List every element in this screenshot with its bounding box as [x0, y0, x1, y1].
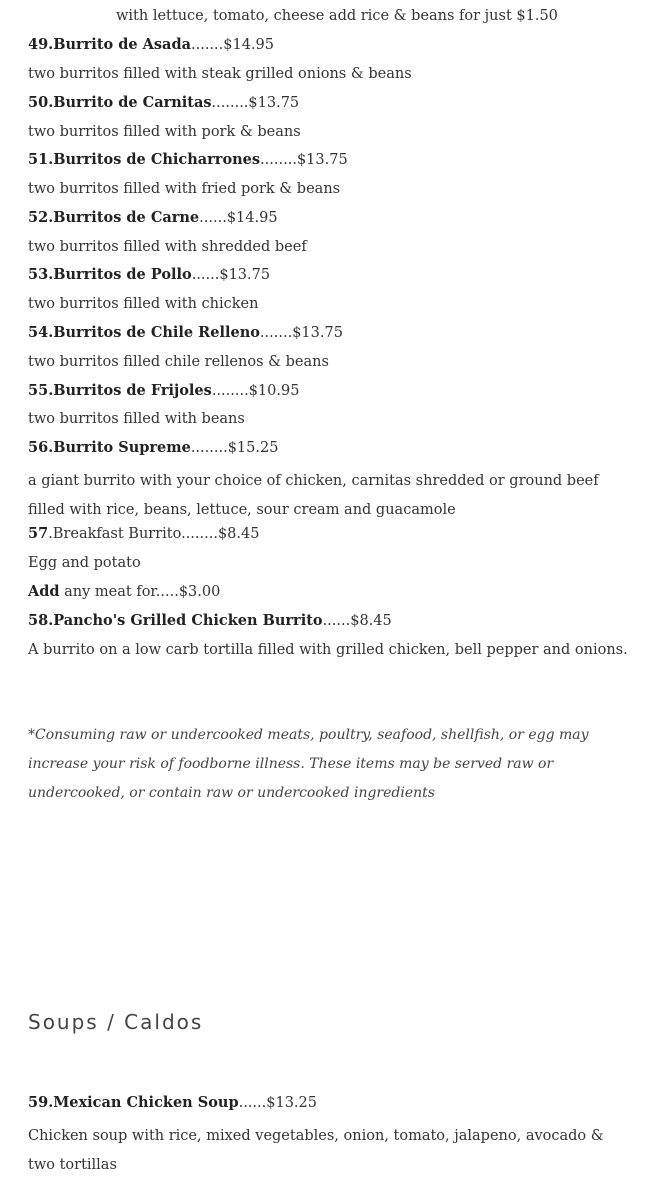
- menu-item-title: [28, 438, 630, 458]
- item-name: Burrito de Asada: [53, 36, 191, 53]
- item-number: 50: [28, 94, 49, 111]
- item-dots: ......: [322, 613, 351, 629]
- menu-item-title: [28, 381, 630, 401]
- food-safety-disclaimer: *Consuming raw or undercooked meats, poultry, seafood, shellfish, or egg may increase your risk of foodborne illness. These items may be served raw or undercooked, or contain raw or undercooked ingredients: [28, 727, 589, 801]
- item-name: .Burrito Supreme: [48, 439, 191, 456]
- menu-item-description: two burritos filled with beans: [28, 411, 245, 427]
- item-name: .Breakfast Burrito........$8.45: [48, 526, 260, 542]
- menu-item-description: Egg and potato: [28, 555, 141, 571]
- menu-item-description: two burritos filled with chicken: [28, 296, 259, 312]
- item-number: 57: [28, 525, 49, 542]
- add-meat-line: [28, 582, 630, 602]
- item-name: .Burritos de Carne: [48, 209, 200, 226]
- menu-item-title: [28, 208, 630, 228]
- item-price: $15.25: [227, 440, 279, 456]
- item-name: .Pancho's Grilled Chicken Burrito: [48, 612, 323, 629]
- menu-item-title: [28, 150, 630, 170]
- item-price: $13.75: [248, 95, 300, 111]
- add-meat-text: any meat for.....$3.00: [59, 584, 221, 600]
- item-number: 52: [28, 209, 49, 226]
- item-price: $13.75: [219, 267, 271, 283]
- menu-item-title: [28, 1093, 630, 1113]
- item-name: .Burritos de Frijoles: [48, 382, 212, 399]
- item-number: 49.: [28, 36, 54, 53]
- item-dots: ......: [238, 1095, 267, 1111]
- item-name: .Burrito de Carnitas: [48, 94, 212, 111]
- menu-item-title: [28, 524, 630, 544]
- menu-item-title: [28, 265, 630, 285]
- menu-item-description: a giant burrito with your choice of chicken, carnitas shredded or ground beef filled with rice, beans, lettuce, sour cream and guacamole: [28, 473, 599, 518]
- item-name: .Burritos de Chile Relleno: [48, 324, 260, 341]
- item-price: $13.75: [296, 152, 348, 168]
- item-number: 54: [28, 324, 49, 341]
- item-number: 56: [28, 439, 49, 456]
- item-dots: ......: [199, 210, 227, 226]
- item-price: $13.75: [292, 325, 343, 341]
- menu-item-title: [28, 93, 630, 113]
- item-name: .Mexican Chicken Soup: [48, 1094, 239, 1111]
- item-price: $13.25: [266, 1095, 317, 1111]
- item-price: $14.95: [223, 37, 275, 53]
- menu-item-description: Chicken soup with rice, mixed vegetables, onion, tomato, jalapeno, avocado & two tortillas: [28, 1128, 604, 1173]
- item-dots: ........: [260, 152, 297, 168]
- item-name: .Burritos de Chicharrones: [48, 151, 261, 168]
- item-number: 55: [28, 382, 49, 399]
- menu-item-description: two burritos filled with shredded beef: [28, 239, 307, 255]
- item-dots: ......: [191, 267, 220, 283]
- menu-item-description: two burritos filled with pork & beans: [28, 124, 301, 140]
- item-price: $14.95: [226, 210, 278, 226]
- menu-item-description: two burritos filled chile rellenos & beans: [28, 354, 329, 370]
- item-price: $10.95: [248, 383, 300, 399]
- item-dots: .......: [259, 325, 293, 341]
- menu-item-description: A burrito on a low carb tortilla filled with grilled chicken, bell pepper and onions.: [28, 642, 628, 658]
- item-number: 51: [28, 151, 49, 168]
- item-price: $8.45: [350, 613, 392, 629]
- menu-item-title: [28, 611, 630, 631]
- menu-item-title: [28, 323, 630, 343]
- item-number: 59: [28, 1094, 49, 1111]
- item-dots: ........: [190, 440, 228, 456]
- item-number: 58: [28, 612, 49, 629]
- menu-item-title: [28, 35, 630, 55]
- menu-item-description: two burritos filled with steak grilled onions & beans: [28, 66, 412, 82]
- add-label: Add: [28, 583, 60, 600]
- intro-line: with lettuce, tomato, cheese add rice & beans for just $1.50: [116, 8, 558, 24]
- item-dots: ........: [211, 383, 249, 399]
- item-dots: .......: [191, 37, 224, 53]
- item-name: .Burritos de Pollo: [48, 266, 192, 283]
- section-heading-soups: Soups / Caldos: [28, 1010, 204, 1034]
- menu-item-description: two burritos filled with fried pork & beans: [28, 181, 341, 197]
- item-number: 53: [28, 266, 49, 283]
- item-dots: ........: [211, 95, 249, 111]
